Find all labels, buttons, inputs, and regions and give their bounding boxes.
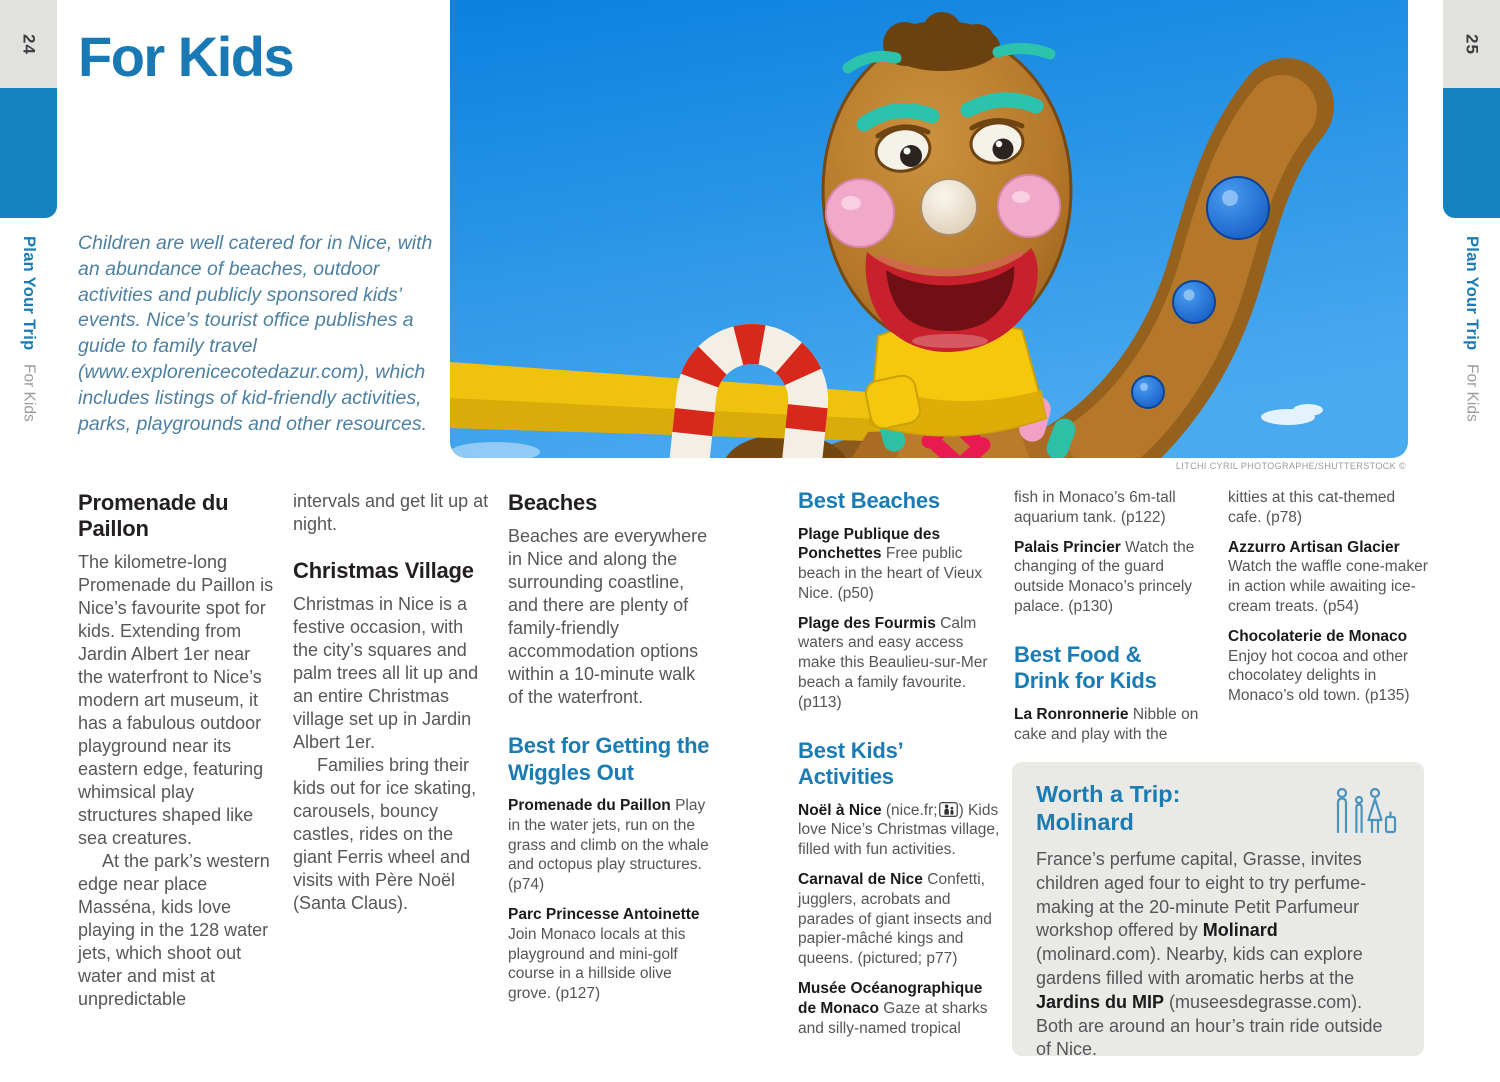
worth-body-part: France’s perfume capital, Grasse, invites children aged four to eight to try perfume-making at the 20-minute Petit Parfumeur workshop offered by: [1036, 849, 1367, 941]
right-rail-label: [1443, 236, 1500, 421]
promenade-para-2-continued: intervals and get lit up at night.: [293, 491, 489, 534]
photo-credit: LITCHI CYRIL PHOTOGRAPHE/SHUTTERSTOCK ©: [1175, 461, 1406, 471]
entry-noel-a-nice: [798, 801, 1001, 860]
entry-palais-princier: [1014, 538, 1214, 617]
entry-desc: Play in the water jets, run on the grass and climb on the whale and octopus play structures. (p74): [508, 797, 709, 894]
entry-musee-oceanographique: [798, 979, 1001, 1038]
left-page-rail: [0, 0, 57, 1082]
worth-a-trip-heading: Worth a Trip: Molinard: [1036, 781, 1181, 835]
entry-desc: Confetti, jugglers, acrobats and parades of giant insects and papier-mâché kings and queens. (pictured; p77): [798, 871, 992, 968]
left-page-number: 24: [19, 33, 39, 55]
worth-a-trip-box: [1012, 762, 1424, 1060]
entry-name: Noël à Nice: [798, 801, 882, 819]
left-page-number-box: [0, 0, 57, 88]
musee-continuation: fish in Monaco’s 6m-tall aquarium tank. (p122): [1014, 489, 1176, 526]
worth-body-jardins: Jardins du MIP: [1036, 991, 1165, 1012]
column-food-continued: [1228, 488, 1428, 716]
worth-body-part: (molinard.com). Nearby, kids can explore gardens filled with aromatic herbs at the: [1036, 944, 1363, 988]
ronronnerie-continuation: kitties at this cat-themed cafe. (p78): [1228, 489, 1396, 526]
entry-desc: Free public beach in the heart of Vieux Nice. (p50): [798, 545, 983, 602]
christmas-para-1: Christmas in Nice is a festive occasion, with the city’s squares and palm trees all lit up and an entire Christmas village set up in Jardin Albert 1er.: [293, 594, 479, 752]
right-rail-subsection: For Kids: [1463, 363, 1481, 422]
right-page-number-box: [1443, 0, 1500, 88]
entry-link: (nice.fr;: [885, 801, 938, 819]
left-rail-blue-bar: [0, 88, 57, 218]
heading-promenade-du-paillon: Promenade du Paillon: [78, 490, 229, 541]
entry-desc: Nibble on cake and play with the: [1014, 705, 1199, 743]
column-beaches: [508, 490, 710, 1014]
entry-name: Plage des Fourmis: [798, 614, 936, 632]
entry-parc-princesse-antoinette: [508, 905, 710, 1004]
travelling-family-icon: [1332, 786, 1398, 836]
entry-name: Azzurro Artisan Glacier: [1228, 538, 1400, 556]
right-page-rail: [1443, 0, 1500, 1082]
promenade-continuation: [293, 490, 491, 536]
entry-chocolaterie-de-monaco: [1228, 627, 1428, 706]
worth-a-trip-body: [1036, 848, 1400, 1062]
entry-name: Plage Publique des Ponchettes: [798, 525, 941, 563]
heading-best-kids-activities: Best Kids’ Activities: [798, 737, 903, 790]
entry-desc: Watch the changing of the guard outside Monaco’s princely palace. (p130): [1014, 538, 1195, 615]
heading-best-food-drink: Best Food & Drink for Kids: [1014, 641, 1157, 694]
entry-azzurro-artisan-glacier: [1228, 538, 1428, 617]
intro-text: Children are well catered for in Nice, with an abundance of beaches, outdoor activities and publicly sponsored kids’ events. Nice’s tourist office publishes a guide to family travel (www.explorenicecotedazur.com), which includes listings of kid-friendly activities, parks, playgrounds and other resources.: [78, 232, 433, 435]
entry-plage-des-fourmis: [798, 614, 1001, 713]
worth-body-part: (museesdegrasse.com). Both are around an hour’s train ride outside of Nice.: [1036, 991, 1383, 1060]
promenade-para-1: The kilometre-long Promenade du Paillon is Nice’s favourite spot for kids. Extending from Jardin Albert 1er near the waterfront to Nice’s modern art museum, it has a fabulous outdoor playground near its eastern edge, featuring whimsical play structures shaped like sea creatures.: [78, 552, 274, 848]
beaches-body: [508, 525, 710, 709]
right-rail-section: Plan Your Trip: [1463, 236, 1481, 351]
entry-name: Palais Princier: [1014, 538, 1121, 556]
beaches-para: Beaches are everywhere in Nice and along the surrounding coastline, and there are plenty of family-friendly accommodation options within a 10-minute walk of the waterfront.: [508, 526, 708, 707]
heading-best-beaches: Best Beaches: [798, 488, 940, 513]
entry-name: Promenade du Paillon: [508, 797, 671, 814]
left-rail-label: [0, 236, 57, 421]
family-icon: [939, 802, 958, 817]
christmas-para-2: Families bring their kids out for ice skating, carousels, bouncy castles, rides on the giant Ferris wheel and visits with Père Noël (Santa Claus).: [293, 755, 477, 913]
gingerbread-man-illustration: [450, 0, 1408, 458]
right-rail-blue-bar: [1443, 88, 1500, 218]
entry-la-ronronnerie: [1014, 705, 1214, 745]
promenade-para-2: At the park’s western edge near place Masséna, kids love playing in the 128 water jets, which shoot out water and mist at unpredictable: [78, 851, 270, 1009]
entry-name: Carnaval de Nice: [798, 871, 923, 889]
entry-link-close: ): [958, 801, 964, 819]
entry-carnaval-de-nice: [798, 870, 1001, 969]
right-page-number: 25: [1462, 33, 1482, 55]
entry-promenade-du-paillon: [508, 796, 710, 895]
hero-photo-gingerbread-man: [450, 0, 1408, 458]
worth-body-molinard: Molinard: [1202, 920, 1278, 941]
heading-christmas-village: Christmas Village: [293, 558, 474, 583]
entry-name: Musée Océanographique de Monaco: [798, 980, 983, 1017]
column-best-beaches: [798, 488, 1001, 1048]
entry-plage-publique: [798, 525, 1001, 604]
entry-desc: Watch the waffle cone-maker in action while awaiting ice-cream treats. (p54): [1228, 558, 1428, 615]
entry-desc: Enjoy hot cocoa and other chocolatey delights in Monaco’s old town. (p135): [1228, 647, 1410, 705]
promenade-body: [78, 551, 276, 1011]
entry-desc: Calm waters and easy access make this Beaulieu-sur-Mer beach a family favourite. (p113): [798, 614, 988, 711]
entry-desc: Join Monaco locals at this playground and mini-golf course in a hillside olive grove. (p127): [508, 925, 686, 1003]
entry-desc: Kids love Nice’s Christmas village, filled with fun activities.: [798, 801, 1000, 859]
column-promenade: [78, 490, 276, 1033]
heading-beaches: Beaches: [508, 490, 598, 515]
left-rail-section: Plan Your Trip: [20, 236, 38, 351]
left-rail-subsection: For Kids: [20, 363, 38, 422]
entry-name: Chocolaterie de Monaco: [1228, 627, 1408, 645]
column-best-food: [1014, 488, 1214, 754]
page-title: For Kids: [78, 25, 294, 88]
entry-desc: Gaze at sharks and silly-named tropical: [798, 999, 988, 1037]
christmas-body: [293, 593, 491, 915]
entry-name: Parc Princesse Antoinette: [508, 905, 700, 923]
entry-name: La Ronronnerie: [1014, 705, 1129, 723]
heading-best-wiggles: Best for Getting the Wiggles Out: [508, 733, 710, 785]
column-christmas: [293, 490, 491, 937]
